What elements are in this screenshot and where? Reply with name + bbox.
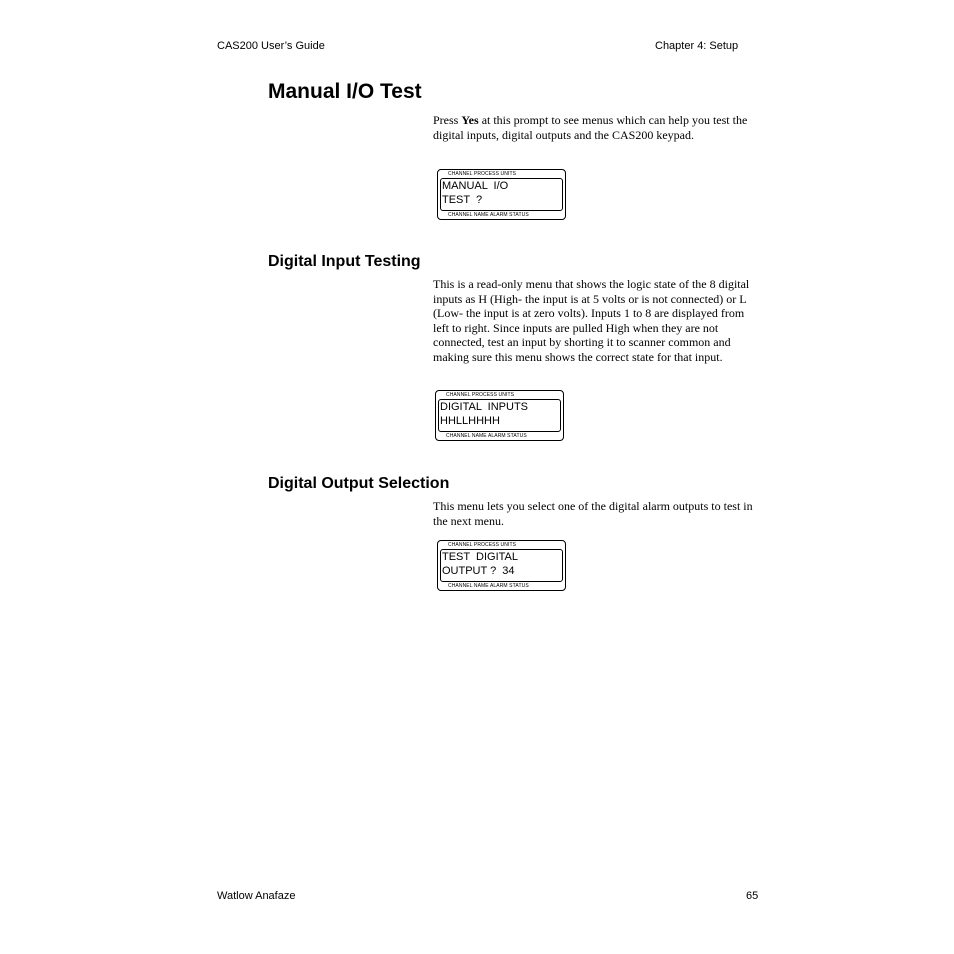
lcd-display-manual-io-test <box>437 169 566 220</box>
section-text-digital-output-selection: This menu lets you select one of the digital alarm outputs to test in the next menu. <box>433 499 753 528</box>
lcd-screen <box>440 549 563 582</box>
lcd-line-2: HHLLHHHH <box>440 415 500 427</box>
lcd-line-2: OUTPUT ? 34 <box>442 565 515 577</box>
lcd-bottom-caption: CHANNEL NAME ALARM STATUS <box>448 583 529 589</box>
footer-publisher: Watlow Anafaze <box>217 890 296 902</box>
lcd-line-1: DIGITAL INPUTS <box>440 401 529 413</box>
running-header-chapter: Chapter 4: Setup <box>655 40 739 52</box>
section-title-manual-io-test: Manual I/O Test <box>268 80 422 103</box>
lcd-top-caption: CHANNEL PROCESS UNITS <box>448 171 517 177</box>
lcd-bottom-caption: CHANNEL NAME ALARM STATUS <box>448 212 529 218</box>
lcd-display-test-digital-output <box>437 540 566 591</box>
lcd-line-2: TEST ? <box>442 194 483 206</box>
lcd-display-digital-inputs <box>435 390 564 441</box>
running-header-title: CAS200 User’s Guide <box>217 40 325 52</box>
lcd-screen <box>438 399 561 432</box>
lcd-bottom-caption: CHANNEL NAME ALARM STATUS <box>446 433 527 439</box>
section-text-manual-io-test: Press Yes at this prompt to see menus which can help you test the digital inputs, digital outputs and the CAS200 keypad. <box>433 113 748 142</box>
section-title-digital-output-selection: Digital Output Selection <box>268 475 450 492</box>
lcd-line-1: MANUAL I/O <box>442 180 509 192</box>
lcd-top-caption: CHANNEL PROCESS UNITS <box>446 392 515 398</box>
section-title-digital-input-testing: Digital Input Testing <box>268 253 421 270</box>
page-number: 65 <box>746 890 759 902</box>
section-text-digital-input-testing: This is a read-only menu that shows the logic state of the 8 digital inputs as H (High- the input is at 5 volts or is not connected) or L (Low- the input is at zero volts). Inputs 1 to 8 are displayed from left to right. Since inputs are pulled High when they are not connected, test an input by shorting it to scanner common and making sure this menu shows the correct state for that input. <box>433 277 750 364</box>
lcd-screen <box>440 178 563 211</box>
lcd-line-1: TEST DIGITAL <box>442 551 518 563</box>
lcd-top-caption: CHANNEL PROCESS UNITS <box>448 542 517 548</box>
